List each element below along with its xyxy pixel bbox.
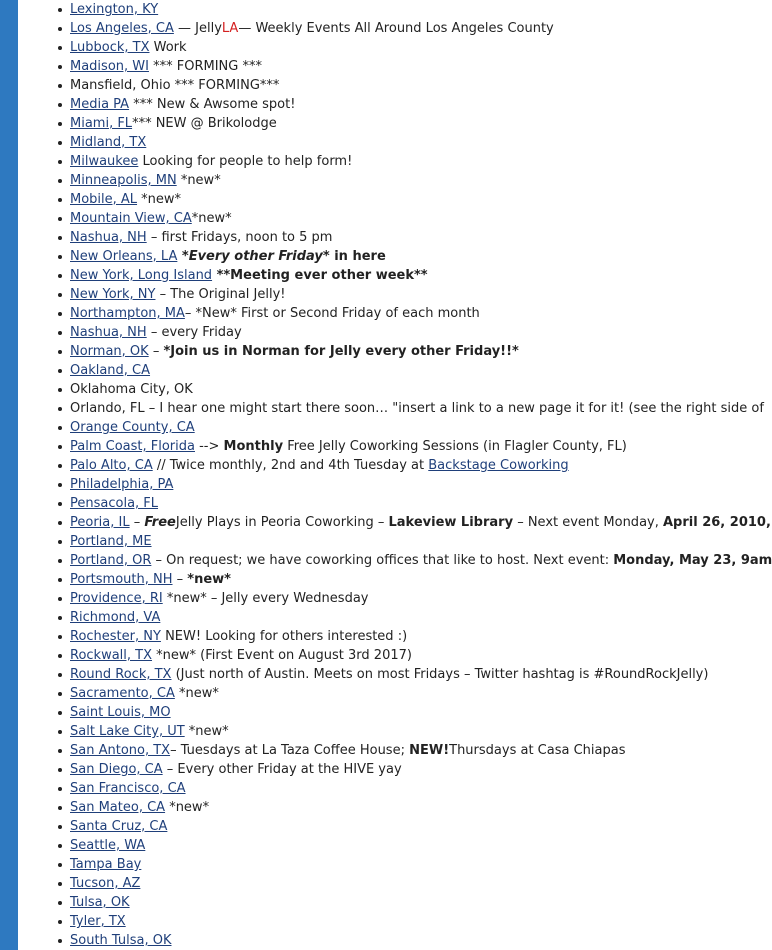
description-text: – Every other Friday at the HIVE yay	[162, 762, 402, 777]
description-text: // Twice monthly, 2nd and 4th Tuesday at	[152, 458, 429, 473]
list-item	[38, 931, 758, 950]
list-item	[38, 760, 758, 779]
description-text: *new*	[191, 211, 232, 226]
description-text: Jelly Plays in Peoria Coworking –	[175, 515, 389, 530]
description-text: – The Original Jelly!	[155, 287, 286, 302]
list-item	[38, 418, 758, 437]
city-link[interactable]: Oakland, CA	[70, 363, 151, 378]
bold-text: *new*	[187, 572, 231, 587]
city-link[interactable]: Madison, WI	[70, 59, 149, 74]
city-link[interactable]: Round Rock, TX	[70, 667, 172, 682]
description-text: *new* (First Event on August 3rd 2017)	[152, 648, 412, 663]
city-link[interactable]: Nashua, NH	[70, 230, 147, 245]
city-link[interactable]: Peoria, IL	[70, 515, 130, 530]
description-text: NEW! Looking for others interested :)	[160, 629, 408, 644]
city-link[interactable]: Saint Louis, MO	[70, 705, 171, 720]
emphasis-text: Every other Friday	[188, 249, 323, 264]
list-item	[38, 475, 758, 494]
list-item	[38, 114, 758, 133]
list-item	[38, 0, 758, 19]
city-link[interactable]: Portsmouth, NH	[70, 572, 173, 587]
list-item	[38, 304, 758, 323]
description-text: *new*	[137, 192, 182, 207]
city-link[interactable]: Palo Alto, CA	[70, 458, 153, 473]
city-link[interactable]: Pensacola, FL	[70, 496, 159, 511]
list-item	[38, 361, 758, 380]
city-link[interactable]: Los Angeles, CA	[70, 21, 174, 36]
list-item	[38, 627, 758, 646]
city-link[interactable]: Miami, FL	[70, 116, 133, 131]
description-text: – Tuesdays at La Taza Coffee House;	[170, 743, 410, 758]
list-item	[38, 684, 758, 703]
description-text: Looking for people to help form!	[138, 154, 353, 169]
description-text: – On request; we have coworking offices that like to host. Next event:	[151, 553, 614, 568]
city-link[interactable]: Sacramento, CA	[70, 686, 175, 701]
list-item	[38, 703, 758, 722]
city-link[interactable]: Richmond, VA	[70, 610, 161, 625]
city-link[interactable]: Palm Coast, Florida	[70, 439, 195, 454]
description-text: Mansfield, Ohio *** FORMING***	[70, 78, 280, 93]
description-text: – Next event Monday,	[513, 515, 663, 530]
city-link[interactable]: Santa Cruz, CA	[70, 819, 168, 834]
description-text: *new*	[176, 173, 221, 188]
city-link[interactable]: South Tulsa, OK	[70, 933, 172, 948]
description-text: *new* – Jelly every Wednesday	[162, 591, 369, 606]
bold-text: NEW!	[409, 743, 450, 758]
description-text: Oklahoma City, OK	[70, 382, 193, 397]
city-link[interactable]: Orange County, CA	[70, 420, 195, 435]
city-link[interactable]: Tulsa, OK	[70, 895, 130, 910]
description-text: — Jelly	[173, 21, 222, 36]
list-item	[38, 285, 758, 304]
list-item	[38, 152, 758, 171]
list-item	[38, 342, 758, 361]
city-link[interactable]: New York, NY	[70, 287, 156, 302]
list-item	[38, 133, 758, 152]
city-link[interactable]: Philadelphia, PA	[70, 477, 174, 492]
list-item	[38, 76, 758, 95]
list-item	[38, 779, 758, 798]
list-item	[38, 836, 758, 855]
city-link[interactable]: New York, Long Island	[70, 268, 213, 283]
description-text: – first Fridays, noon to 5 pm	[146, 230, 333, 245]
city-link[interactable]: Tyler, TX	[70, 914, 126, 929]
description-text: Thursdays at Casa Chiapas	[449, 743, 626, 758]
city-link[interactable]: Midland, TX	[70, 135, 147, 150]
city-link[interactable]: Lubbock, TX	[70, 40, 150, 55]
description-text: –	[129, 515, 145, 530]
list-item	[38, 38, 758, 57]
list-item	[38, 741, 758, 760]
city-link[interactable]: Media PA	[70, 97, 130, 112]
list-item	[38, 494, 758, 513]
city-link[interactable]: Mobile, AL	[70, 192, 138, 207]
list-item	[38, 912, 758, 931]
list-item	[38, 19, 758, 38]
list-item	[38, 608, 758, 627]
list-item	[38, 190, 758, 209]
list-item	[38, 399, 764, 418]
description-text: *** NEW @ Brikolodge	[132, 116, 277, 131]
list-item	[38, 95, 758, 114]
description-text: –	[148, 344, 164, 359]
city-link[interactable]: Lexington, KY	[70, 2, 159, 17]
list-item	[38, 570, 758, 589]
list-item	[38, 228, 758, 247]
red-text: LA	[221, 21, 239, 36]
list-item	[38, 893, 758, 912]
city-list	[38, 0, 772, 950]
city-link[interactable]: Rockwall, TX	[70, 648, 153, 663]
city-link[interactable]: New Orleans, LA	[70, 249, 178, 264]
list-item	[38, 532, 758, 551]
city-link[interactable]: San Francisco, CA	[70, 781, 186, 796]
city-link[interactable]: Rochester, NY	[70, 629, 161, 644]
list-item	[38, 665, 758, 684]
description-text: *new*	[184, 724, 229, 739]
list-item	[38, 247, 758, 266]
description-text: Work	[149, 40, 187, 55]
description-text: (Just north of Austin. Meets on most Fridays – Twitter hashtag is #RoundRockJelly)	[171, 667, 709, 682]
list-item	[38, 817, 758, 836]
city-link[interactable]: San Diego, CA	[70, 762, 163, 777]
list-item	[38, 57, 758, 76]
list-item	[38, 551, 772, 570]
bold-text: April 26, 2010,	[663, 515, 771, 530]
city-link[interactable]: Norman, OK	[70, 344, 149, 359]
city-link[interactable]: Mountain View, CA	[70, 211, 192, 226]
description-text: *** New & Awsome spot!	[129, 97, 296, 112]
city-link[interactable]: Nashua, NH	[70, 325, 147, 340]
list-item	[38, 722, 758, 741]
description-text: Orlando, FL – I hear one might start there soon… "insert a link to a new page it for it! (see the right side of	[70, 401, 764, 416]
city-link[interactable]: San Antono, TX	[70, 743, 171, 758]
city-link[interactable]: Minneapolis, MN	[70, 173, 177, 188]
list-item	[38, 456, 758, 475]
description-text: Free Jelly Coworking Sessions (in Flagler County, FL)	[283, 439, 627, 454]
list-item	[38, 380, 758, 399]
bold-text: *Join us in Norman for Jelly every other Friday!!*	[163, 344, 519, 359]
left-sidebar-bar	[0, 0, 18, 950]
bold-text: **Meeting ever other week**	[212, 268, 428, 283]
city-link[interactable]: Providence, RI	[70, 591, 163, 606]
bold-text: Monthly	[223, 439, 284, 454]
city-link[interactable]: Portland, ME	[70, 534, 152, 549]
list-item	[38, 209, 758, 228]
description-text: – *New* First or Second Friday of each month	[184, 306, 480, 321]
city-link[interactable]: Tampa Bay	[70, 857, 142, 872]
bold-text: * in here	[322, 249, 386, 264]
list-item	[38, 171, 758, 190]
description-text: *new*	[174, 686, 219, 701]
bold-text: Monday, May 23, 9am	[613, 553, 772, 568]
description-text: –	[172, 572, 188, 587]
list-item	[38, 513, 771, 532]
city-link[interactable]: Portland, OR	[70, 553, 152, 568]
list-item	[38, 646, 758, 665]
city-link[interactable]: Salt Lake City, UT	[70, 724, 185, 739]
city-link[interactable]: Northampton, MA	[70, 306, 185, 321]
city-link[interactable]: Tucson, AZ	[70, 876, 141, 891]
list-item	[38, 437, 758, 456]
description-text: *** FORMING ***	[148, 59, 262, 74]
city-link[interactable]: San Mateo, CA	[70, 800, 166, 815]
emphasis-text: Free	[144, 515, 176, 530]
list-item	[38, 874, 758, 893]
description-text: — Weekly Events All Around Los Angeles County	[238, 21, 554, 36]
city-link[interactable]: Seattle, WA	[70, 838, 146, 853]
city-link[interactable]: Milwaukee	[70, 154, 139, 169]
list-item	[38, 855, 758, 874]
description-text: -->	[194, 439, 224, 454]
bold-text: *	[177, 249, 189, 264]
description-text: – every Friday	[146, 325, 242, 340]
description-text: *new*	[165, 800, 210, 815]
list-item	[38, 323, 758, 342]
bold-text: Lakeview Library	[388, 515, 514, 530]
city-link[interactable]: Backstage Coworking	[428, 458, 569, 473]
list-item	[38, 798, 758, 817]
list-item	[38, 266, 758, 285]
list-item	[38, 589, 758, 608]
